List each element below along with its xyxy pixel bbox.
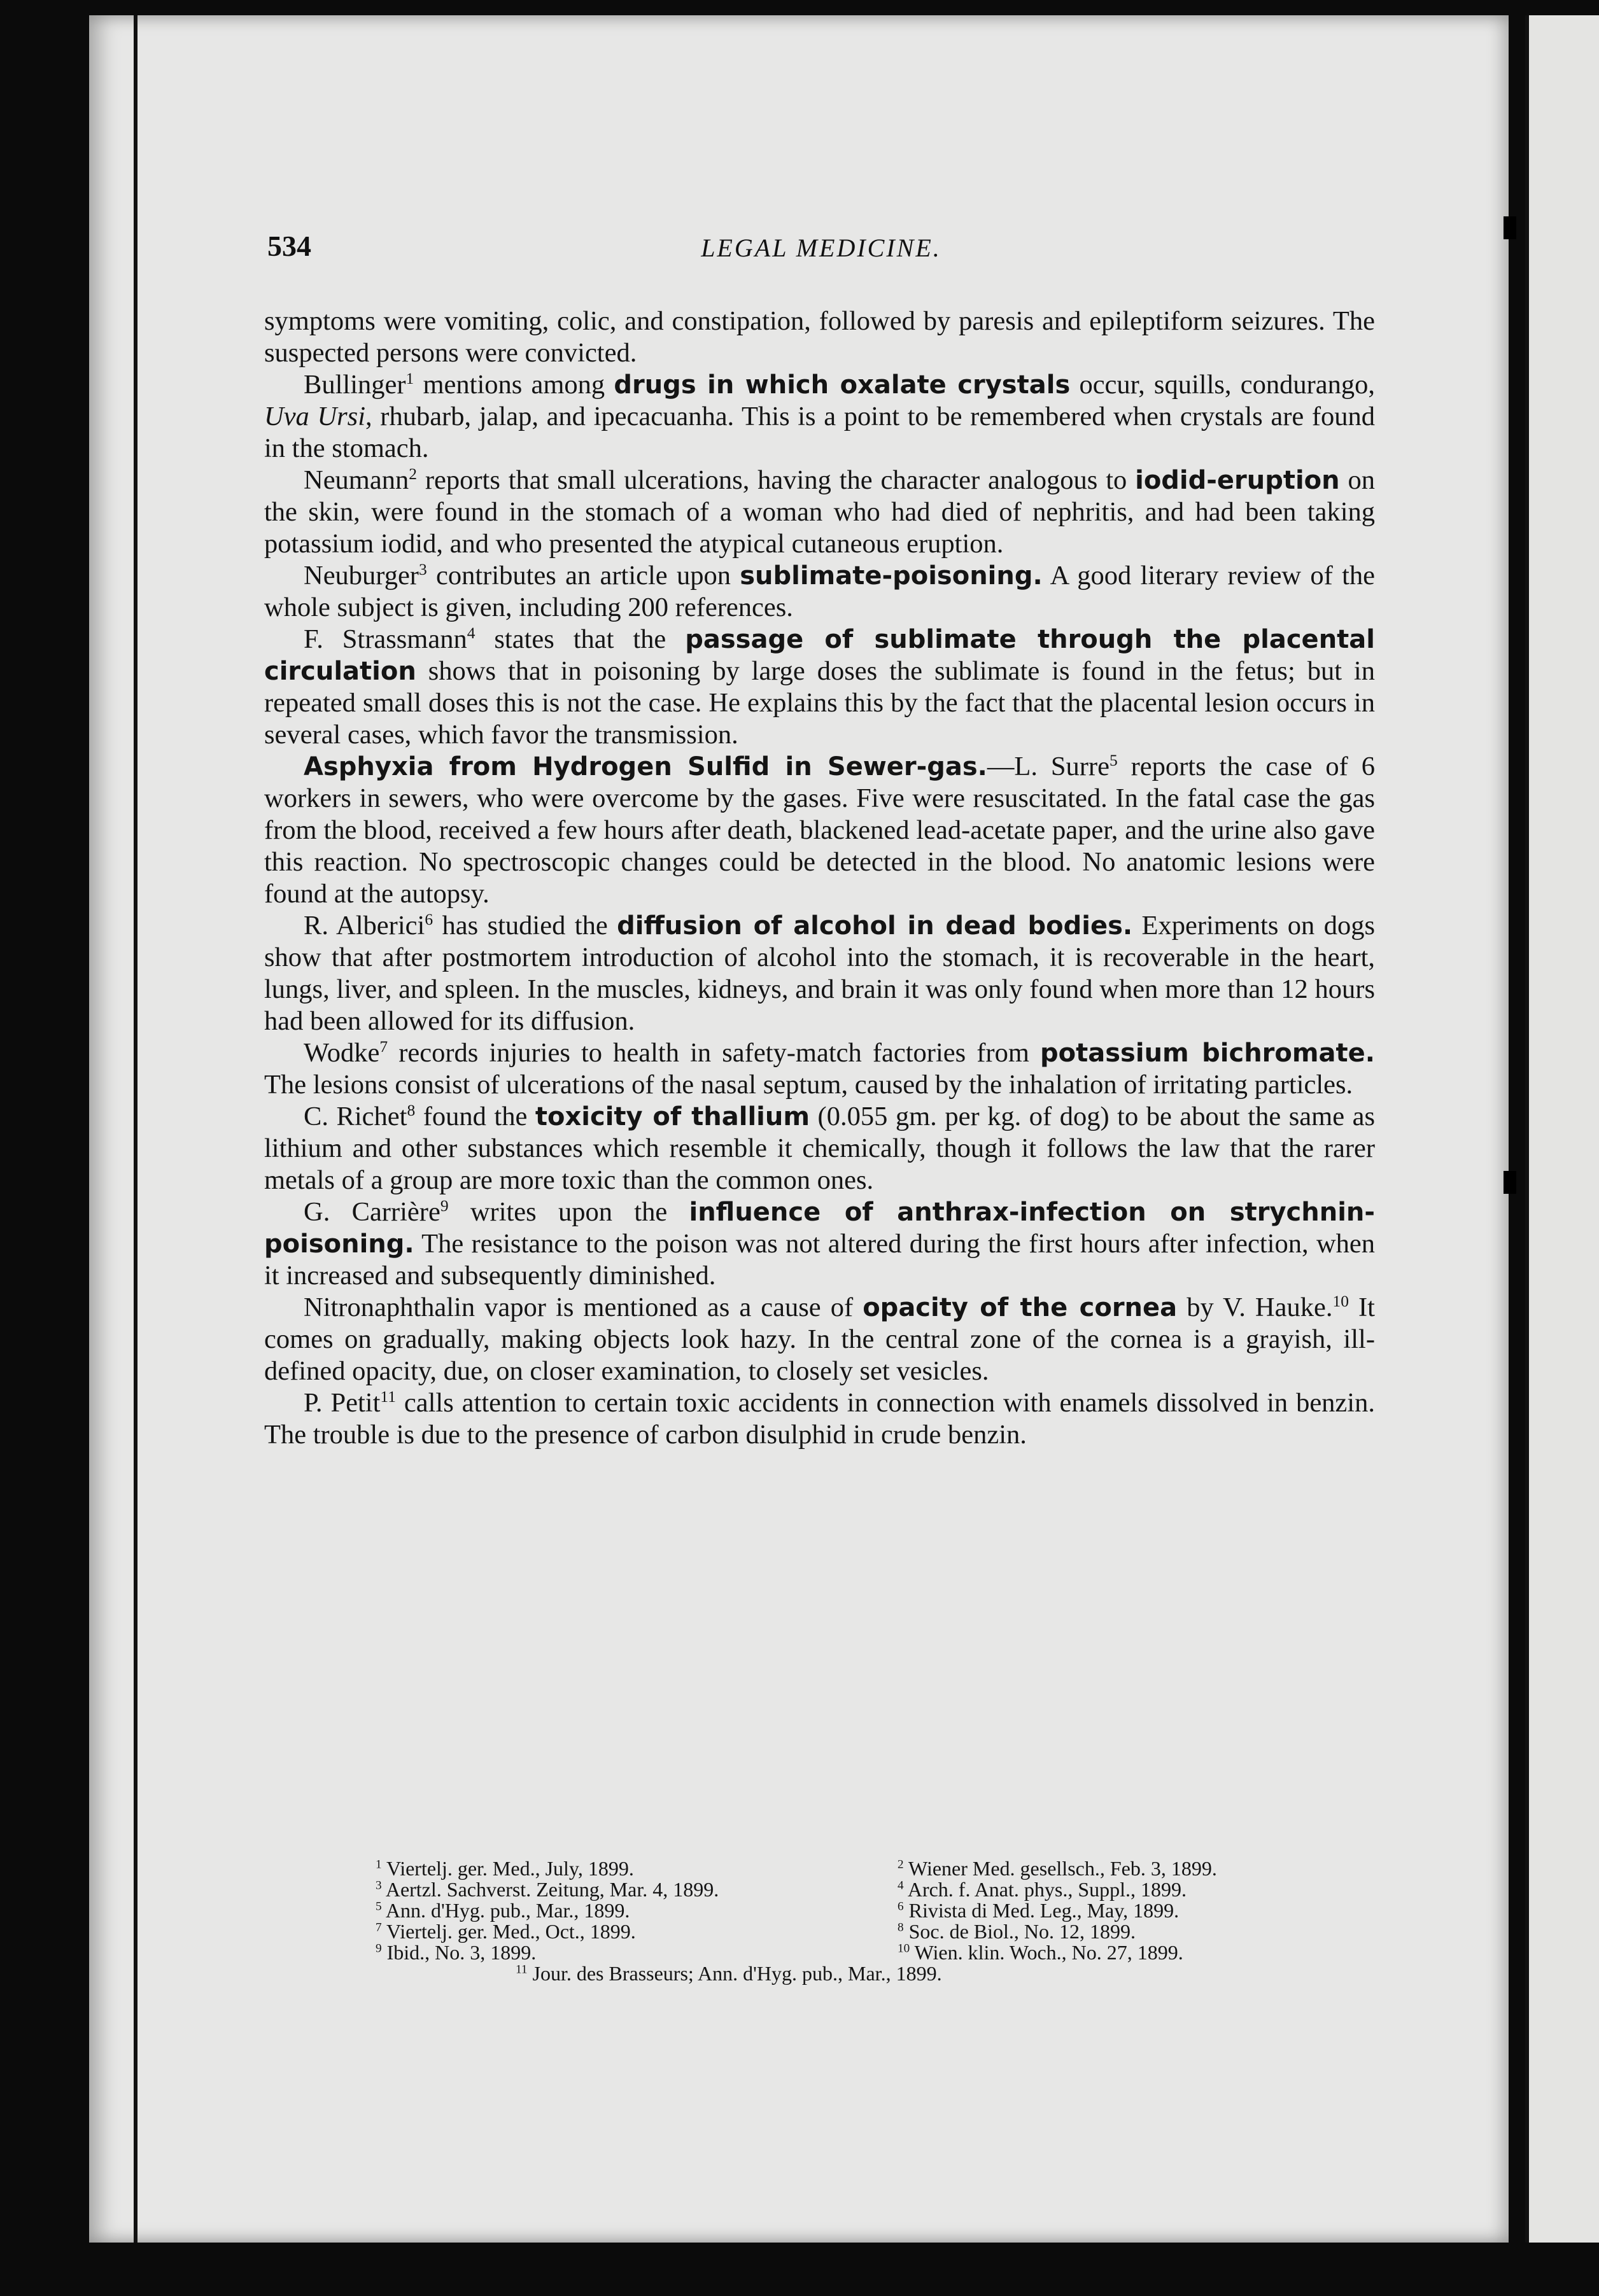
paragraph	[264, 751, 1375, 910]
text-run: Nitronaphthalin vapor is mentioned as a cause of	[304, 1292, 863, 1322]
running-head: LEGAL MEDICINE.	[701, 234, 941, 262]
page-header	[267, 229, 1375, 274]
paragraph	[264, 305, 1375, 369]
footnote	[898, 1942, 1369, 1963]
footnote-ref: 9	[440, 1196, 449, 1215]
text-run: Neuburger	[304, 561, 419, 591]
paragraph	[264, 560, 1375, 624]
footnote	[898, 1900, 1369, 1921]
footnote-ref: 11	[380, 1387, 396, 1406]
paragraph	[264, 369, 1375, 465]
text-run: records injuries to health in safety-match factories from	[388, 1038, 1041, 1068]
text-run: (0.055 gm. per kg. of dog) to be about the same as lithium and other substances which resemble it chemically, though it follows the law that the rarer metals of a group are more toxic than the common ones.	[264, 1102, 1376, 1195]
page-edge-left	[134, 15, 137, 2243]
paragraph	[264, 1196, 1375, 1292]
bold-term: Asphyxia from Hydrogen Sulfid in Sewer-gas.	[304, 752, 987, 781]
footnote	[376, 1900, 898, 1921]
text-run: It comes on gradually, making objects look hazy. In the central zone of the cornea is a grayish, ill-defined opacity, due, on closer examination, to closely set vesicles.	[264, 1292, 1375, 1386]
footnote-ref: 2	[409, 464, 417, 483]
footnote-ref: 1	[405, 368, 414, 388]
footnote-text: Rivista di Med. Leg., May, 1899.	[908, 1899, 1180, 1922]
text-run: contributes an article upon	[426, 561, 740, 591]
paragraph	[264, 1101, 1375, 1196]
paragraph	[264, 1037, 1375, 1101]
paragraph	[264, 910, 1375, 1037]
spine-mark	[1504, 216, 1516, 239]
text-run: Wodke	[304, 1038, 380, 1068]
footnote-text: Ibid., No. 3, 1899.	[386, 1941, 537, 1964]
footnote	[898, 1921, 1369, 1942]
footnotes	[376, 1858, 1369, 1984]
footnote-number: 7	[376, 1921, 382, 1935]
page-edge-right	[1525, 15, 1529, 2243]
footnote-number: 8	[898, 1921, 904, 1935]
bold-term: influence of anthrax-infection on strychnin-poisoning.	[264, 1198, 1375, 1259]
footnote-text: Wien. klin. Woch., No. 27, 1899.	[914, 1941, 1183, 1964]
footnote	[376, 1879, 898, 1900]
text-run: The resistance to the poison was not altered during the first hours after infection, when it increased and subsequently diminished.	[264, 1229, 1375, 1291]
text-run: symptoms were vomiting, colic, and constipation, followed by paresis and epileptiform seizures. The suspected persons were convicted.	[264, 306, 1375, 368]
next-page-edge	[1528, 15, 1599, 2243]
footnote-number: 9	[376, 1942, 382, 1956]
footnote	[376, 1942, 898, 1963]
text-run: states that the	[475, 624, 686, 654]
footnote-ref: 5	[1109, 750, 1118, 769]
text-run: on the skin, were found in the stomach of a woman who had died of nephritis, and had been taking potassium iodid, and who presented the atypical cutaneous eruption.	[264, 465, 1375, 559]
footnote-number: 11	[516, 1963, 528, 1977]
footnote-text: Viertelj. ger. Med., July, 1899.	[386, 1857, 634, 1880]
body-text	[264, 305, 1375, 1451]
text-run: reports that small ulcerations, having the character analogous to	[416, 465, 1136, 495]
text-run: The lesions consist of ulcerations of the nasal septum, caused by the inhalation of irritating particles.	[264, 1070, 1353, 1100]
text-run: , rhubarb, jalap, and ipecacuanha. This is a point to be remembered when crystals are found in the stomach.	[264, 402, 1375, 463]
footnote-text: Ann. d'Hyg. pub., Mar., 1899.	[385, 1899, 630, 1922]
footnote-number: 6	[898, 1900, 904, 1914]
footnote-text: Wiener Med. gesellsch., Feb. 3, 1899.	[908, 1857, 1217, 1880]
footnote-ref: 3	[418, 559, 427, 578]
footnote-number: 2	[898, 1858, 904, 1872]
text-run: mentions among	[414, 370, 614, 400]
footnote-number: 5	[376, 1900, 382, 1914]
text-run: F. Strassmann	[304, 624, 467, 654]
footnote-text: Viertelj. ger. Med., Oct., 1899.	[386, 1920, 636, 1943]
footnote-ref: 10	[1332, 1291, 1349, 1310]
page-number: 534	[267, 230, 311, 262]
text-run: R. Alberici	[304, 911, 425, 941]
footnote-ref: 6	[425, 909, 433, 928]
footnote-text: Soc. de Biol., No. 12, 1899.	[908, 1920, 1136, 1943]
paragraph	[264, 624, 1375, 751]
text-run: shows that in poisoning by large doses the sublimate is found in the fetus; but in repeated small doses this is not the case. He explains this by the fact that the placental lesion occurs in several cases, which favor the transmission.	[264, 656, 1375, 750]
italic-term: Uva Ursi	[264, 402, 366, 431]
footnote-ref: 4	[467, 623, 475, 642]
text-run: P. Petit	[304, 1388, 381, 1418]
text-run: Neumann	[304, 465, 409, 495]
footnote-number: 1	[376, 1858, 382, 1872]
paragraph	[264, 1387, 1375, 1451]
text-run: Bullinger	[304, 370, 406, 400]
footnote	[376, 1858, 898, 1879]
bold-term: diffusion of alcohol in dead bodies.	[617, 911, 1133, 941]
bold-term: iodid-eruption	[1135, 466, 1340, 495]
bold-term: toxicity of thallium	[535, 1102, 810, 1131]
text-run: C. Richet	[304, 1102, 407, 1131]
footnote	[376, 1963, 1369, 1984]
paragraph	[264, 1292, 1375, 1387]
footnote-ref: 8	[407, 1100, 416, 1119]
footnote-number: 10	[898, 1942, 910, 1956]
footnote-number: 4	[898, 1879, 904, 1893]
text-run: by V. Hauke.	[1177, 1292, 1333, 1322]
text-run: calls attention to certain toxic accidents in connection with enamels dissolved in benzin. The trouble is due to the presence of carbon disulphid in crude benzin.	[264, 1388, 1375, 1450]
footnote-grid	[376, 1858, 1369, 1963]
footnote	[898, 1858, 1369, 1879]
text-run: G. Carrière	[304, 1197, 440, 1227]
footnote-text: Aertzl. Sachverst. Zeitung, Mar. 4, 1899.	[385, 1878, 719, 1901]
spine-mark	[1504, 1171, 1516, 1194]
text-run: A good literary review of the whole subject is given, including 200 references.	[264, 561, 1375, 622]
text-run: occur, squills, condurango,	[1070, 370, 1375, 400]
bold-term: sublimate-poisoning.	[740, 561, 1043, 591]
footnote	[376, 1921, 898, 1942]
bold-term: drugs in which oxalate crystals	[614, 370, 1071, 400]
text-run: found the	[415, 1102, 535, 1131]
footnote-number: 3	[376, 1879, 382, 1893]
footnote	[898, 1879, 1369, 1900]
paragraph	[264, 465, 1375, 560]
text-run: reports the case of 6 workers in sewers, who were overcome by the gases. Five were resuscitated. In the fatal case the gas from the blood, received a few hours after death, blackened lead-acetate paper, and the urine also gave this reaction. No spectroscopic changes could be detected in the blood. No anatomic lesions were found at the autopsy.	[264, 752, 1375, 909]
text-run: —L. Surre	[987, 752, 1109, 781]
bold-term: passage of sublimate through the placental circulation	[264, 625, 1375, 686]
footnote-text: Jour. des Brasseurs; Ann. d'Hyg. pub., Mar., 1899.	[532, 1962, 942, 1985]
text-run: writes upon the	[448, 1197, 689, 1227]
bold-term: opacity of the cornea	[863, 1293, 1178, 1322]
text-run: Experiments on dogs show that after postmortem introduction of alcohol into the stomach, it is recoverable in the heart, lungs, liver, and spleen. In the muscles, kidneys, and brain it was only found when more than 12 hours had been allowed for its diffusion.	[264, 911, 1376, 1036]
footnote-ref: 7	[379, 1037, 388, 1056]
text-run: has studied the	[433, 911, 617, 941]
footnote-text: Arch. f. Anat. phys., Suppl., 1899.	[907, 1878, 1187, 1901]
bold-term: potassium bichromate.	[1040, 1039, 1375, 1068]
